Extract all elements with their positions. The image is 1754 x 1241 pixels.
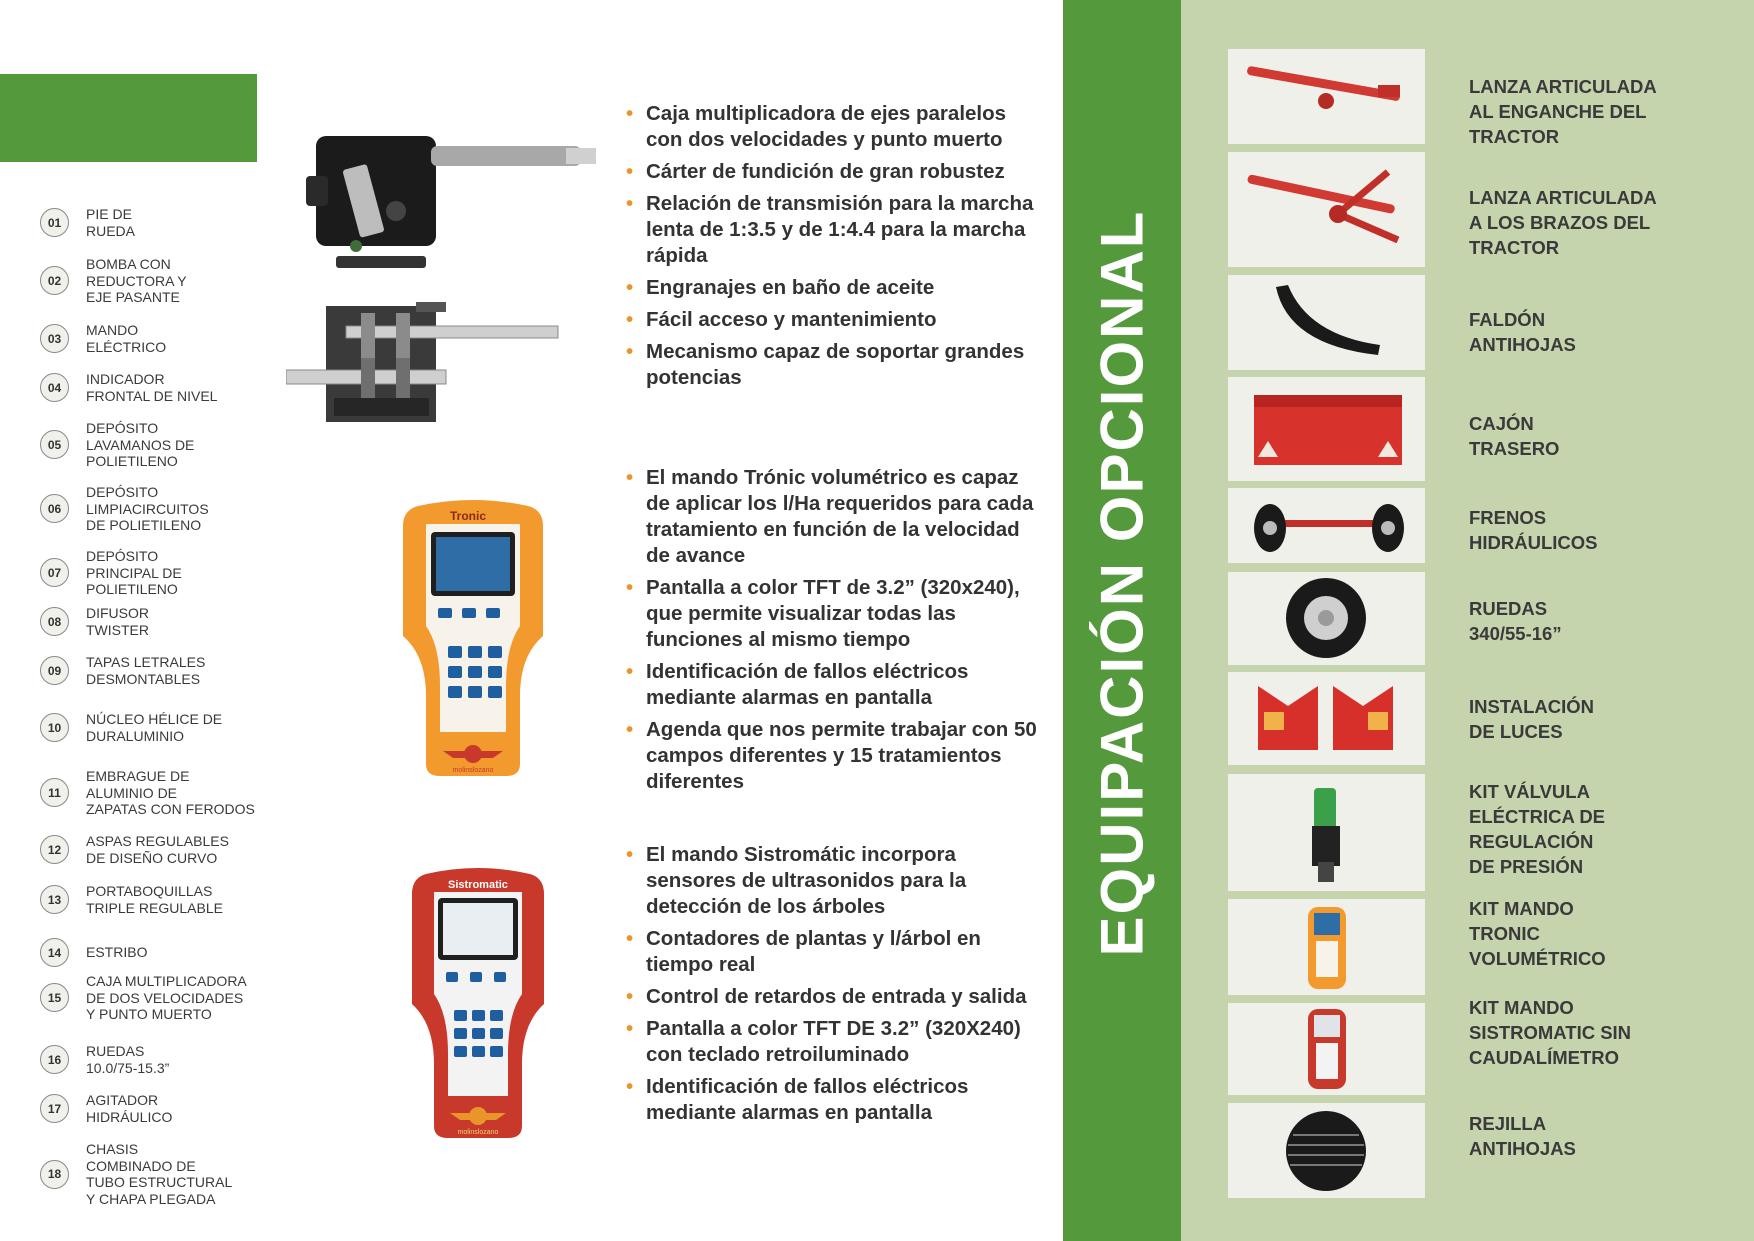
green-header-tab [0, 74, 257, 162]
sistromatic-remote-icon [1228, 1003, 1425, 1095]
sistromatic-remote-photo [408, 864, 548, 1142]
part-number-badge: 01 [40, 208, 69, 237]
arms-drawbar-icon [1228, 152, 1425, 267]
gearbox-photo [296, 116, 600, 274]
part-label: PORTABOQUILLAS TRIPLE REGULABLE [86, 883, 223, 916]
part-number-badge: 13 [40, 885, 69, 914]
bullet-item: • Mecanismo capaz de soportar grandes potencias [626, 339, 1046, 391]
part-label: INDICADOR FRONTAL DE NIVEL [86, 371, 218, 404]
tronic-brand: molinslozano [452, 767, 494, 774]
optional-item-label: RUEDAS 340/55-16” [1469, 598, 1562, 644]
lights-icon [1228, 672, 1425, 765]
part-label: DEPÓSITO LIMPIACIRCUITOS DE POLIETILENO [86, 484, 209, 533]
gearbox-cutaway-drawing [286, 298, 566, 428]
part-item [40, 1141, 232, 1207]
part-label: DEPÓSITO LAVAMANOS DE POLIETILENO [86, 420, 195, 469]
bullet-item: • El mando Trónic volumétrico es capaz de aplicar los l/Ha requeridos para cada tratamiento en función de la velocidad de avance [626, 465, 1046, 569]
optional-item-label: CAJÓN TRASERO [1469, 413, 1560, 459]
bullet-item: • Pantalla a color TFT DE 3.2” (320X240) con teclado retroiluminado [626, 1016, 1046, 1068]
part-item [40, 711, 222, 744]
part-item [40, 206, 135, 239]
part-number-badge: 11 [40, 778, 69, 807]
leaf-skirt-icon [1228, 275, 1425, 370]
part-item [40, 484, 209, 534]
sistromatic-bullet-list [626, 842, 1046, 1132]
part-item [40, 1043, 169, 1076]
sistromatic-brand: molinslozano [457, 1129, 499, 1136]
optional-item-label: KIT VÁLVULA ELÉCTRICA DE REGULACIÓN DE PRESIÓN [1469, 781, 1606, 877]
optional-item-label: FALDÓN ANTIHOJAS [1469, 309, 1576, 355]
bullet-item: • Control de retardos de entrada y salida [626, 984, 1046, 1010]
hitch-drawbar-icon [1228, 49, 1425, 144]
sistromatic-name: Sistromatic [448, 879, 508, 891]
part-item [40, 548, 182, 598]
part-number-badge: 06 [40, 494, 69, 523]
part-number-badge: 18 [40, 1160, 69, 1189]
part-number-badge: 17 [40, 1094, 69, 1123]
optional-item-label: LANZA ARTICULADA AL ENGANCHE DEL TRACTOR [1469, 76, 1657, 147]
rear-box-icon [1228, 377, 1425, 481]
part-number-badge: 09 [40, 656, 69, 685]
tronic-remote-photo [398, 496, 548, 780]
part-item [40, 371, 217, 404]
bullet-item: • Fácil acceso y mantenimiento [626, 307, 1046, 333]
part-label: RUEDAS 10.0/75-15.3” [86, 1043, 170, 1076]
part-label: PIE DE RUEDA [86, 206, 136, 239]
part-item [40, 973, 247, 1023]
part-item [40, 833, 229, 866]
wheel-icon [1228, 572, 1425, 665]
leaf-grille-icon [1228, 1103, 1425, 1198]
bullet-item: • Contadores de plantas y l/árbol en tiempo real [626, 926, 1046, 978]
part-label: TAPAS LETRALES DESMONTABLES [86, 654, 206, 687]
part-item [40, 883, 223, 916]
part-item [40, 256, 187, 306]
part-number-badge: 07 [40, 558, 69, 587]
optional-item-label: KIT MANDO SISTROMATIC SIN CAUDALÍMETRO [1469, 997, 1632, 1068]
optional-equipment-title: EQUIPACIÓN OPCIONAL [1088, 209, 1156, 957]
bullet-item: • Relación de transmisión para la marcha lenta de 1:3.5 y de 1:4.4 para la marcha rápida [626, 191, 1046, 269]
valve-icon [1228, 774, 1425, 891]
part-number-badge: 16 [40, 1045, 69, 1074]
bullet-item: • Caja multiplicadora de ejes paralelos con dos velocidades y punto muerto [626, 101, 1046, 153]
optional-item-label: REJILLA ANTIHOJAS [1469, 1113, 1576, 1159]
part-number-badge: 02 [40, 266, 69, 295]
part-label: CHASIS COMBINADO DE TUBO ESTRUCTURAL Y CHAPA PLEGADA [86, 1141, 233, 1207]
part-label: EMBRAGUE DE ALUMINIO DE ZAPATAS CON FERODOS [86, 768, 255, 817]
part-number-badge: 03 [40, 324, 69, 353]
part-label: AGITADOR HIDRÁULICO [86, 1092, 173, 1125]
bullet-item: • Agenda que nos permite trabajar con 50 campos diferentes y 15 tratamientos diferentes [626, 717, 1046, 795]
optional-item-label: FRENOS HIDRÁULICOS [1469, 507, 1598, 553]
optional-item-label: LANZA ARTICULADA A LOS BRAZOS DEL TRACTOR [1469, 187, 1657, 258]
part-label: NÚCLEO HÉLICE DE DURALUMINIO [86, 711, 223, 744]
part-item [40, 654, 205, 687]
tronic-remote-icon [1228, 899, 1425, 995]
part-label: ASPAS REGULABLES DE DISEÑO CURVO [86, 833, 229, 866]
part-item [40, 605, 149, 638]
bullet-item: • Engranajes en baño de aceite [626, 275, 1046, 301]
part-label: DIFUSOR TWISTER [86, 605, 149, 638]
part-label: BOMBA CON REDUCTORA Y EJE PASANTE [86, 256, 187, 305]
part-label: ESTRIBO [86, 944, 148, 961]
bullet-item: • El mando Sistromátic incorpora sensores de ultrasonidos para la detección de los árboles [626, 842, 1046, 920]
part-number-badge: 05 [40, 430, 69, 459]
part-number-badge: 14 [40, 938, 69, 967]
part-number-badge: 10 [40, 713, 69, 742]
gearbox-bullet-list [626, 101, 1046, 397]
tronic-bullet-list [626, 465, 1046, 801]
hydraulic-brakes-icon [1228, 488, 1425, 563]
part-label: MANDO ELÉCTRICO [86, 322, 167, 355]
part-label: CAJA MULTIPLICADORA DE DOS VELOCIDADES Y PUNTO MUERTO [86, 973, 247, 1022]
optional-item-label: INSTALACIÓN DE LUCES [1469, 696, 1595, 742]
part-item [40, 420, 194, 470]
part-item [40, 1092, 172, 1125]
part-number-badge: 12 [40, 835, 69, 864]
part-number-badge: 04 [40, 373, 69, 402]
bullet-item: • Cárter de fundición de gran robustez [626, 159, 1046, 185]
tronic-name: Tronic [450, 509, 487, 523]
bullet-item: • Identificación de fallos eléctricos mediante alarmas en pantalla [626, 1074, 1046, 1126]
part-item [40, 322, 166, 355]
bullet-item: • Pantalla a color TFT de 3.2” (320x240), que permite visualizar todas las funciones al mismo tiempo [626, 575, 1046, 653]
part-item [40, 938, 147, 967]
bullet-item: • Identificación de fallos eléctricos mediante alarmas en pantalla [626, 659, 1046, 711]
part-number-badge: 08 [40, 607, 69, 636]
part-label: DEPÓSITO PRINCIPAL DE POLIETILENO [86, 548, 182, 597]
part-number-badge: 15 [40, 983, 69, 1012]
optional-item-label: KIT MANDO TRONIC VOLUMÉTRICO [1469, 898, 1606, 969]
part-item [40, 768, 255, 818]
